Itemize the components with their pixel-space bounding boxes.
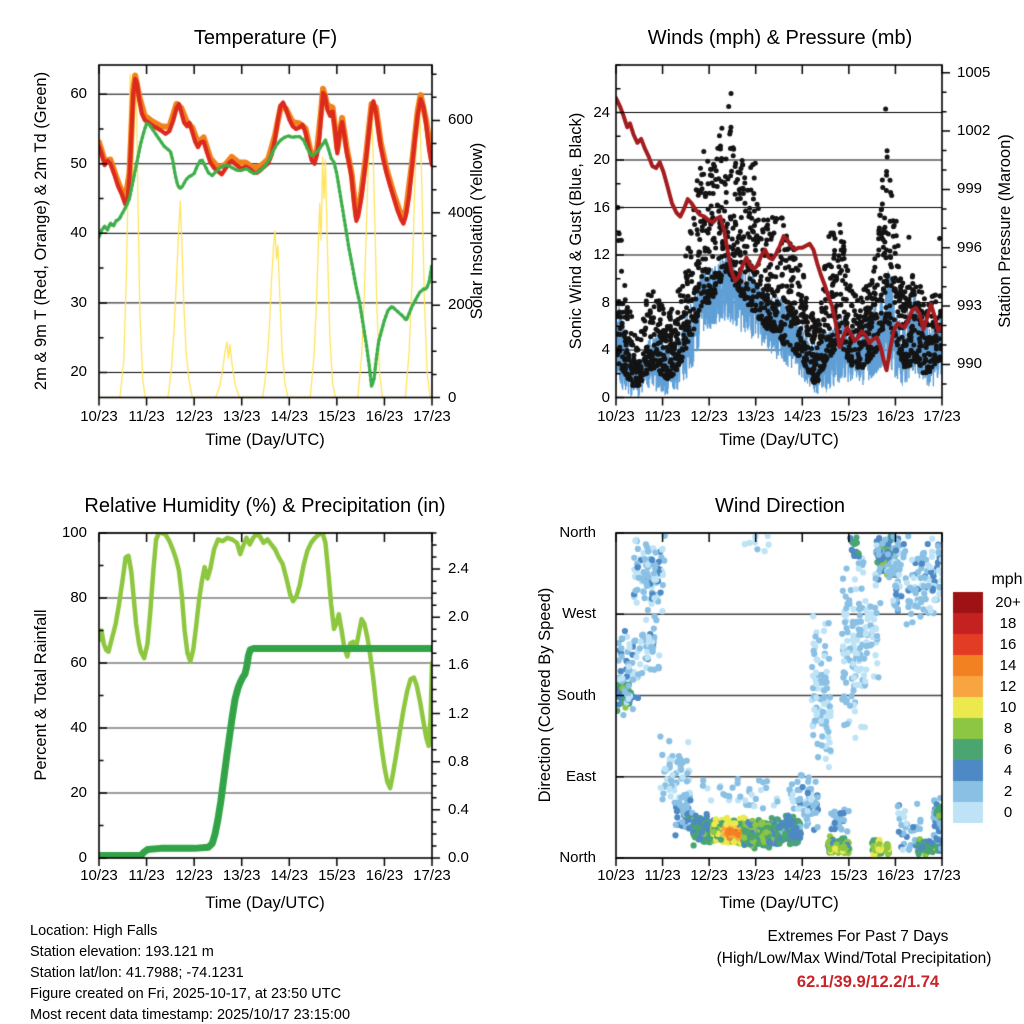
y-tick-label: North bbox=[559, 849, 596, 866]
colorbar-tick-label: 0 bbox=[1003, 803, 1013, 821]
x-tick-label: 13/23 bbox=[222, 867, 261, 884]
y-tick-label: 60 bbox=[70, 85, 87, 103]
recent-data-timestamp: Most recent data timestamp: 2025/10/17 23:15:00 bbox=[30, 1007, 351, 1023]
y-tick-label: 1.2 bbox=[448, 704, 469, 722]
temperature-xaxis-label: Time (Day/UTC) bbox=[205, 431, 325, 449]
colorbar-tick-label: 18 bbox=[999, 614, 1017, 632]
extremes-subtitle: (High/Low/Max Wind/Total Precipitation) bbox=[716, 950, 992, 967]
temperature-chart-plot-area bbox=[99, 65, 432, 398]
temperature-chart-title: Temperature (F) bbox=[193, 27, 338, 49]
station-location: Location: High Falls bbox=[30, 923, 158, 939]
x-tick-label: 16/23 bbox=[876, 408, 915, 425]
y-tick-label: 40 bbox=[70, 719, 87, 736]
colorbar-tick-label: 2 bbox=[1003, 782, 1013, 800]
station-elevation: Station elevation: 193.121 m bbox=[30, 944, 214, 960]
y-tick-label: 16 bbox=[593, 198, 610, 216]
y-tick-label: South bbox=[556, 686, 596, 704]
y-tick-label: 24 bbox=[593, 103, 610, 121]
wind-direction-chart-title: Wind Direction bbox=[714, 495, 846, 517]
y-tick-label: 0.4 bbox=[448, 800, 469, 818]
colorbar-tick-label: 20+ bbox=[995, 593, 1021, 611]
y-tick-label: 990 bbox=[957, 355, 983, 373]
x-tick-label: 17/23 bbox=[413, 867, 451, 884]
y-tick-label: East bbox=[565, 767, 596, 785]
y-tick-label: 600 bbox=[448, 111, 474, 129]
winds-pressure-left-yaxis-label: Sonic Wind & Gust (Blue, Black) bbox=[567, 112, 585, 350]
x-tick-label: 16/23 bbox=[365, 408, 404, 425]
colorbar-title: mph bbox=[991, 571, 1023, 588]
x-tick-label: 15/23 bbox=[318, 408, 356, 425]
y-tick-label: 60 bbox=[70, 654, 87, 671]
x-tick-label: 13/23 bbox=[736, 408, 775, 425]
x-tick-label: 12/23 bbox=[175, 408, 213, 425]
colorbar-tick-label: 8 bbox=[1003, 719, 1013, 737]
x-tick-label: 11/23 bbox=[644, 867, 681, 884]
x-tick-label: 11/23 bbox=[128, 408, 165, 425]
x-tick-label: 12/23 bbox=[690, 408, 728, 425]
winds-pressure-xaxis-label: Time (Day/UTC) bbox=[719, 431, 839, 449]
temperature-left-yaxis-label: 2m & 9m T (Red, Orange) & 2m Td (Green) bbox=[32, 71, 50, 391]
y-tick-label: 0 bbox=[78, 849, 87, 866]
y-tick-label: 20 bbox=[70, 363, 87, 381]
winds-pressure-right-yaxis-label: Station Pressure (Maroon) bbox=[996, 134, 1014, 328]
x-tick-label: 15/23 bbox=[830, 867, 868, 884]
x-tick-label: 16/23 bbox=[365, 867, 404, 884]
colorbar-tick-label: 12 bbox=[999, 677, 1017, 695]
x-tick-label: 10/23 bbox=[80, 408, 118, 425]
x-tick-label: 16/23 bbox=[876, 867, 915, 884]
temperature-right-yaxis-label: Solar Insolation (Yellow) bbox=[468, 142, 486, 320]
x-tick-label: 14/23 bbox=[270, 408, 309, 425]
humidity-precip-left-yaxis-label: Percent & Total Rainfall bbox=[32, 609, 50, 781]
y-tick-label: 80 bbox=[70, 589, 87, 606]
x-tick-label: 10/23 bbox=[597, 867, 635, 884]
x-tick-label: 14/23 bbox=[783, 408, 822, 425]
humidity-precip-chart-plot-area bbox=[99, 533, 432, 858]
x-tick-label: 17/23 bbox=[413, 408, 451, 425]
x-tick-label: 13/23 bbox=[736, 867, 775, 884]
y-tick-label: 999 bbox=[957, 180, 983, 198]
x-tick-label: 10/23 bbox=[597, 408, 635, 425]
y-tick-label: 8 bbox=[601, 293, 610, 311]
x-tick-label: 10/23 bbox=[80, 867, 118, 884]
y-tick-label: 0 bbox=[601, 388, 610, 406]
x-tick-label: 14/23 bbox=[270, 867, 309, 884]
y-tick-label: West bbox=[562, 605, 596, 623]
humidity-precip-xaxis-label: Time (Day/UTC) bbox=[205, 894, 325, 912]
y-tick-label: 993 bbox=[957, 297, 983, 315]
y-tick-label: 400 bbox=[448, 203, 474, 221]
x-tick-label: 12/23 bbox=[175, 867, 213, 884]
winds-pressure-chart-title: Winds (mph) & Pressure (mb) bbox=[647, 27, 913, 49]
x-tick-label: 17/23 bbox=[923, 867, 961, 884]
x-tick-label: 12/23 bbox=[690, 867, 728, 884]
x-tick-label: 15/23 bbox=[318, 867, 356, 884]
station-lat-lon: Station lat/lon: 41.7988; -74.1231 bbox=[30, 965, 244, 981]
x-tick-label: 17/23 bbox=[923, 408, 961, 425]
x-tick-label: 11/23 bbox=[644, 408, 681, 425]
y-tick-label: 30 bbox=[70, 293, 87, 311]
y-tick-label: North bbox=[559, 524, 596, 541]
extremes-values: 62.1/39.9/12.2/1.74 bbox=[796, 973, 940, 991]
extremes-title: Extremes For Past 7 Days bbox=[767, 928, 949, 945]
wind-direction-left-yaxis-label: Direction (Colored By Speed) bbox=[536, 587, 554, 803]
figure-created-line: Figure created on Fri, 2025-10-17, at 23:50 UTC bbox=[30, 986, 342, 1002]
y-tick-label: 2.4 bbox=[448, 560, 469, 578]
y-tick-label: 20 bbox=[593, 151, 610, 168]
x-tick-label: 11/23 bbox=[128, 867, 165, 884]
colorbar-tick-label: 4 bbox=[1003, 761, 1013, 779]
colorbar-tick-label: 10 bbox=[999, 698, 1017, 716]
colorbar-tick-label: 6 bbox=[1003, 740, 1013, 758]
y-tick-label: 40 bbox=[70, 224, 87, 242]
humidity-precip-chart-title: Relative Humidity (%) & Precipitation (in) bbox=[84, 495, 446, 517]
x-tick-label: 13/23 bbox=[222, 408, 261, 425]
y-tick-label: 2.0 bbox=[448, 608, 469, 626]
y-tick-label: 200 bbox=[448, 296, 474, 314]
x-tick-label: 15/23 bbox=[830, 408, 868, 425]
y-tick-label: 1002 bbox=[957, 122, 991, 140]
y-tick-label: 1.6 bbox=[448, 656, 469, 674]
y-tick-label: 1005 bbox=[957, 63, 991, 81]
wind-direction-chart-plot-area bbox=[616, 533, 942, 858]
winds-pressure-chart-plot-area bbox=[616, 65, 942, 398]
y-tick-label: 20 bbox=[70, 784, 87, 801]
y-tick-label: 0.0 bbox=[448, 849, 469, 866]
y-tick-label: 100 bbox=[61, 524, 87, 541]
x-tick-label: 14/23 bbox=[783, 867, 822, 884]
wind-direction-xaxis-label: Time (Day/UTC) bbox=[719, 894, 839, 912]
colorbar-tick-label: 16 bbox=[999, 635, 1017, 653]
y-tick-label: 4 bbox=[601, 341, 610, 358]
y-tick-label: 50 bbox=[70, 154, 87, 172]
y-tick-label: 0.8 bbox=[448, 752, 469, 770]
y-tick-label: 0 bbox=[448, 388, 457, 406]
colorbar-tick-label: 14 bbox=[999, 656, 1017, 674]
y-tick-label: 12 bbox=[593, 246, 610, 263]
y-tick-label: 996 bbox=[957, 238, 983, 256]
